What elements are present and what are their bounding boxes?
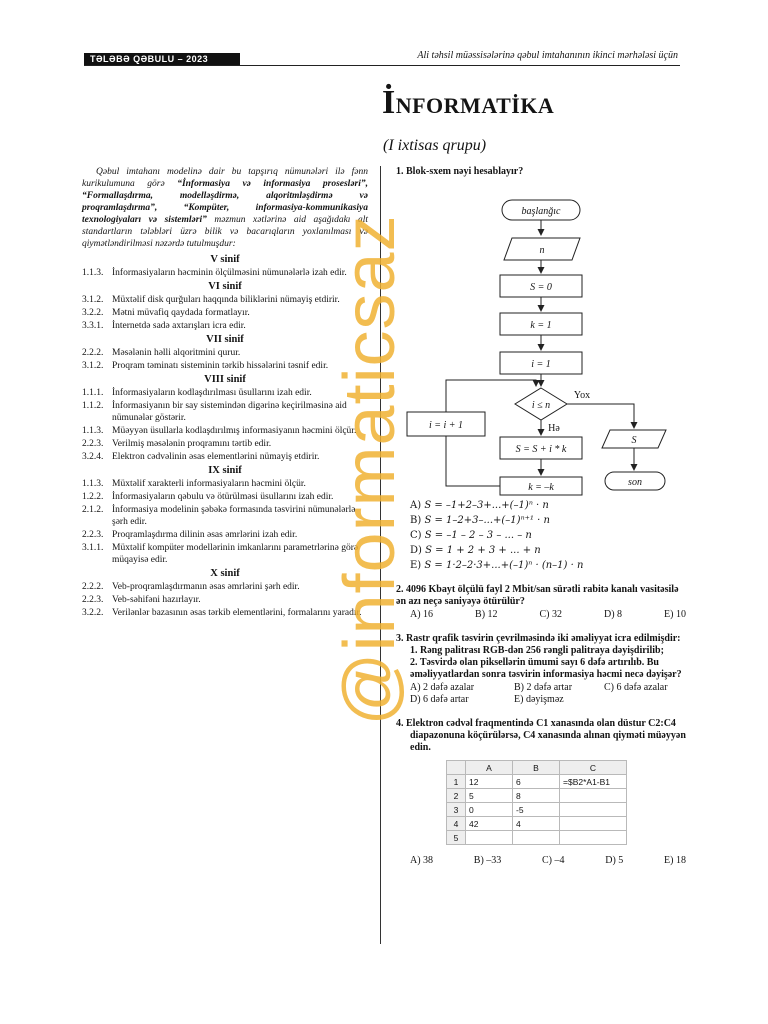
cell: 8 [513,789,560,803]
column-header: C [560,761,627,775]
standard-item [82,294,368,306]
questions-column [396,166,686,867]
standard-item [82,400,368,424]
row-header: 4 [447,817,466,831]
standard-text: Müxtəlif kompüter modellərinin imkanlarını parametrlərinə görə müqayisə edir. [112,543,359,565]
standard-text: Müxtəlif disk qurğuları haqqında biliklərini nümayiş etdirir. [112,295,340,305]
option-label: C) [410,530,422,541]
option: E) dəyişməz [514,694,564,705]
standard-text: Veb-səhifəni hazırlayır. [112,595,201,605]
standard-item [82,307,368,319]
standard-text: Proqram təminatı sisteminin tərkib hissələrini təsnif edir. [112,361,329,371]
standard-code: 1.1.3. [82,268,104,278]
table-row [447,803,627,817]
standard-text: İnformasiyaların kodlaşdırılması üsullarını izah edir. [112,388,312,398]
table-row [447,775,627,789]
question-1-option [410,545,686,557]
standard-item [82,267,368,279]
option-label: E) [410,560,422,571]
standard-item [82,438,368,450]
column-header: A [466,761,513,775]
intro-paragraph [82,166,368,250]
grade-heading: IX sinif [208,465,242,476]
standard-item [82,425,368,437]
standard-item [82,529,368,541]
standard-item [82,360,368,372]
option: C) –4 [542,855,565,866]
standard-text: İnformasiyaların həcminin ölçülməsini nümunələrlə izah edir. [112,268,347,278]
grade-heading: VII sinif [206,334,244,345]
standard-item [82,320,368,332]
row-header: 3 [447,803,466,817]
cell: 4 [513,817,560,831]
cell [560,817,627,831]
standard-text: İnformasiyaların qəbulu və ötürülməsi üsullarını izah edir. [112,492,334,502]
standard-text: Verilənlər bazasının əsas tərkib elementlərini, formalarını yaradır. [112,608,362,618]
flow-s0-label: S = 0 [530,282,552,293]
title-initial: İ [382,84,396,121]
standard-code: 2.2.2. [82,582,104,592]
flow-no-label: Yox [573,390,591,401]
cell: 6 [513,775,560,789]
spreadsheet-fragment [446,760,627,845]
standard-item [82,607,368,619]
question-3-text: 3. Rastr qrafik təsvirin çevrilməsində iki əməliyyat icra edilmişdir: [396,633,681,644]
standard-item [82,542,368,566]
standard-code: 1.1.3. [82,479,104,489]
question-3-options [410,682,686,706]
option: A) 38 [410,855,434,866]
question-1-option [410,560,686,572]
option-expression: S = –1 – 2 – 3 – ... – n [424,530,532,541]
question-1-option [410,515,686,527]
cell [513,831,560,845]
standard-text: Verilmiş məsələnin proqramını tərtib edir. [112,439,272,449]
spreadsheet-header-row [447,761,627,775]
standard-item [82,347,368,359]
cell: =$B2*A1-B1 [560,775,627,789]
standard-text: İnformasiya modelinin şəbəkə formasında təsvirini nümunələrlə şərh edir. [112,505,356,527]
standard-code: 1.1.1. [82,388,104,398]
table-row [447,817,627,831]
watermark-text: @informaticsaz [330,214,410,726]
flow-end-label: son [628,477,642,488]
standard-text: Müxtəlif xarakterli informasiyaların həcmini ölçür. [112,479,306,489]
question-3-step-1: 1. Rəng palitrası RGB-dən 256 rəngli palitraya dəyişdirilib; [410,645,664,656]
standard-text: İnformasiyanın bir say sistemindən digərinə keçirilməsinə aid nümunələr göstərir. [112,401,347,423]
option: B) –33 [473,855,502,866]
flow-sum-label: S = S + i * k [515,444,567,455]
option-label: D) [410,545,422,556]
standard-code: 1.1.2. [82,401,104,411]
option: E) 10 [664,609,686,620]
option: E) 18 [664,855,686,866]
standard-item [82,581,368,593]
standard-text: İnternetdə sadə axtarışları icra edir. [112,321,246,331]
standard-item [82,594,368,606]
option-expression: S = 1–2+3–...+(–1)ⁿ⁺¹ · n [424,515,550,526]
cell: 0 [466,803,513,817]
standard-item [82,478,368,490]
grade-heading: VIII sinif [204,374,246,385]
cell [560,831,627,845]
cell [466,831,513,845]
table-row [447,789,627,803]
flow-condition-label: i ≤ n [531,400,551,411]
grade-heading: X sinif [210,568,240,579]
cell: 5 [466,789,513,803]
intro-content-lines: “İnformasiya və informasiya prosesləri”, “Formallaşdırma, modelləşdirmə, alqoritmləşdirmə və proqramlaşdırma”, “Kompüter, informasiya-kommunikasiya texnologiyaları və sistemləri” [82,179,368,225]
option: D) 8 [603,609,623,620]
question-4-options [410,855,686,867]
grade-heading: VI sinif [208,281,242,292]
row-header: 2 [447,789,466,803]
standard-code: 3.1.2. [82,361,104,371]
table-row [447,831,627,845]
option-expression: S = 1 + 2 + 3 + ... + n [425,545,541,556]
option-expression: S = –1+2–3+...+(–1)ⁿ · n [424,500,549,511]
standard-code: 1.1.3. [82,426,104,436]
flow-inc-label: i = i + 1 [428,420,464,431]
option: A) 2 dəfə azalar [410,682,475,693]
cell [560,789,627,803]
flow-start-label: başlanğıc [521,206,561,217]
standard-text: Məsələnin həlli alqoritmini qurur. [112,348,241,358]
question-1-text: 1. Blok-sxem nəyi hesablayır? [396,166,524,177]
option: D) 5 [605,855,624,866]
standard-code: 3.1.2. [82,295,104,305]
cell [560,803,627,817]
flow-yes-label: Hə [548,423,560,434]
standard-item [82,504,368,528]
question-3-step-2: 2. Təsvirdə olan piksellərin ümumi sayı 6 dəfə artırılıb. Bu əməliyyatlardan sonra təsvirin informasiya həcmi necə dəyişər? [410,657,682,680]
standard-code: 2.2.3. [82,530,104,540]
question-2-text: 2. 4096 Kbayt ölçülü fayl 2 Mbit/san sürətli rabitə kanalı vasitəsilə ən azı neçə saniyəyə ötürülür? [396,584,679,607]
header-badge: TƏLƏBƏ QƏBULU – 2023 [84,53,240,66]
option: C) 6 dəfə azalar [604,682,668,693]
standard-text: Proqramlaşdırma dilinin əsas əmrlərini izah edir. [112,530,298,540]
standard-code: 2.2.2. [82,348,104,358]
standard-item [82,491,368,503]
standard-text: Veb-proqramlaşdırmanın əsas əmrlərini şərh edir. [112,582,300,592]
standard-item [82,451,368,463]
question-1-option [410,500,686,512]
question-1-option [410,530,686,542]
cell: 42 [466,817,513,831]
standard-code: 2.2.3. [82,595,104,605]
standard-code: 3.2.2. [82,308,104,318]
question-4-text: 4. Elektron cədvəl fraqmentində C1 xanasında olan düstur C2:C4 diapazonuna köçürülərsə, C4 xanasında alınan qiyməti müəyyən edin. [396,718,686,753]
standard-code: 3.1.1. [82,543,104,553]
flow-output-label: S [631,435,637,446]
standards-column [82,166,368,620]
question-2-options [410,609,686,621]
standard-code: 1.2.2. [82,492,104,502]
flowchart [396,178,686,496]
option: B) 12 [475,609,498,620]
page-title [382,84,554,122]
standard-item [82,387,368,399]
flow-i1-label: i = 1 [531,359,551,370]
header-rule [84,65,680,66]
standard-code: 2.1.2. [82,505,104,515]
column-header [447,761,466,775]
intro-text-1: Qəbul imtahanı modelinə dair bu tapşırıq nümunələri ilə fənn kurikulumuna görə [82,167,368,189]
option: D) 6 dəfə artar [410,694,469,705]
standard-text: Müəyyən üsullarla kodlaşdırılmış informasiyanın həcmini ölçür. [112,426,357,436]
row-header: 5 [447,831,466,845]
option: A) 16 [410,609,434,620]
standard-code: 3.3.1. [82,321,104,331]
intro-text-2: məzmun xətlərinə aid aşağıdakı alt standartların tələbləri üzrə bilik və bacarıqların yoxlanılması və qiymətləndirilməsi nəzərdə tutulmuşdur: [82,215,368,249]
option-label: B) [410,515,422,526]
standard-code: 2.2.3. [82,439,104,449]
flow-k1-label: k = 1 [530,320,552,331]
standard-text: Elektron cədvəlinin əsas elementlərini nümayiş etdirir. [112,452,320,462]
question-1-options [396,500,686,572]
page-subtitle: (I ixtisas qrupu) [383,137,487,154]
option-label: A) [410,500,422,511]
option: B) 2 dəfə artar [514,682,573,693]
standard-text: Mətni müvafiq qaydada formatlayır. [112,308,250,318]
header-subtitle: Ali təhsil müəssisələrinə qəbul imtahanının ikinci mərhələsi üçün [417,50,678,61]
flow-input-label: n [539,245,545,256]
grade-heading: V sinif [210,254,240,265]
column-header: B [513,761,560,775]
standard-code: 3.2.2. [82,608,104,618]
option-expression: S = 1·2–2·3+...+(–1)ⁿ · (n–1) · n [424,560,584,571]
title-rest: NFORMATİKA [395,93,555,118]
option: C) 32 [539,609,562,620]
flow-neg-label: k = –k [528,482,554,493]
standard-code: 3.2.4. [82,452,104,462]
row-header: 1 [447,775,466,789]
cell: 12 [466,775,513,789]
cell: -5 [513,803,560,817]
